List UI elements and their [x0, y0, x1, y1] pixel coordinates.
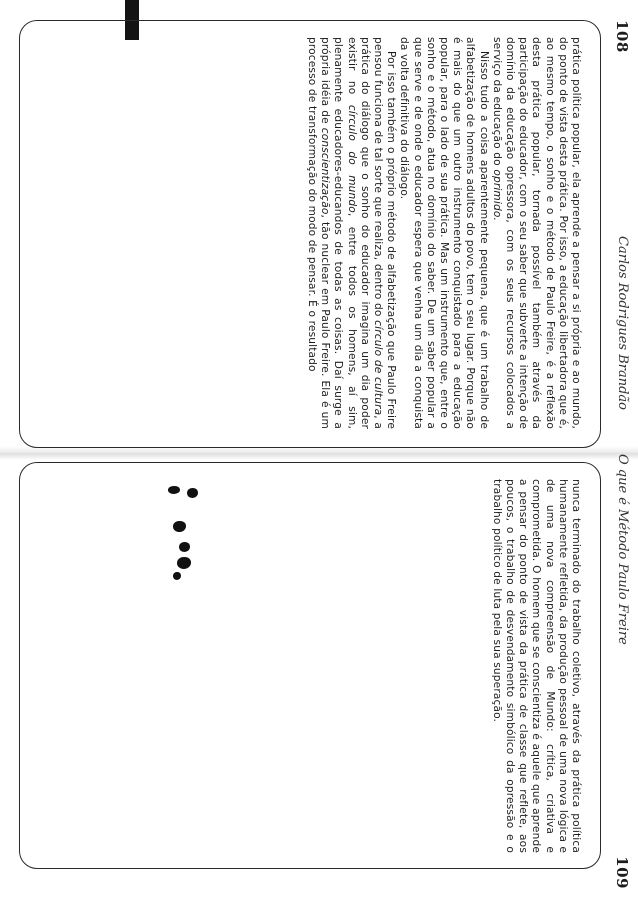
italic-text-run: oprimido. [490, 169, 503, 222]
right-running-head: O que é Método Paulo Freire [615, 454, 630, 645]
left-body-text [305, 37, 582, 429]
left-running-head: Carlos Rodrigues Brandão [615, 236, 630, 410]
text-run: , entre todos os homens, aí sim, plenamente educadores-educandos de todas as coisas. Daí surge a própria idéia de [319, 37, 358, 429]
italic-text-run: círculo do mundo [345, 104, 358, 213]
text-run: Por isso também o próprio método de alfabetização que Paulo Freire pensou funciona de tal sorte que realiza, dentro do [371, 37, 398, 429]
text-run: , tão nuclear em Paulo Freire. Ela é um processo de transformação do modo de pensar. É o resultado [305, 37, 332, 429]
body-paragraph [397, 37, 489, 429]
body-paragraph [490, 37, 582, 429]
text-run: prática política popular, ela aprende a pensar a si própria e ao mundo, do ponto de vista desta prática. Por isso, a educação libertadora que é, ao mesmo tempo, o sonho e o método de Paulo Freire, é a reflexão desta prática popular, tornada possível também através da participação do educador, com o seu saber que subverte a intenção de domínio da educação opressora, com os seus recursos colocados a serviço da educação do [490, 37, 582, 429]
body-paragraph [305, 37, 397, 429]
left-page-number: 108 [613, 20, 631, 53]
text-run: , a prática do diálogo que o sonho do educador imagina um dia poder existir no [345, 37, 384, 429]
text-run: Nisso tudo a coisa aparentemente pequena, que é um trabalho de alfabetização de homens adultos do povo, tem o seu lugar. Porque não é mais do que um outro instrumento conquistado para a educação popular, para o lado de sua prática. Mas um instrumento que, entre o sonho e o método, atua no domínio do saber. De um saber popular a que serve e de onde o educador espera que venha um dia a conquista da volta definitiva do diálogo. [398, 37, 490, 429]
right-page [0, 454, 638, 907]
italic-text-run: conscientização [319, 127, 332, 215]
left-text-frame [19, 20, 601, 448]
left-page [0, 0, 638, 453]
right-text-frame [19, 462, 601, 869]
body-paragraph [490, 479, 582, 853]
right-page-number: 109 [613, 856, 631, 889]
right-body-text [490, 479, 582, 853]
italic-text-run: círculo de cultura [371, 320, 384, 416]
text-run: nunca terminado do trabalho coletivo, através da prática política humanamente refletida, da produção pessoal de uma nova lógica e de uma nova compreensão de Mundo: crítica, criativa e comprometida. O homem que se conscientiza é aquele que aprende a pensar do ponto de vista da prática de classe que reflete, aos poucos, o trabalho de desvendamento simbólico da opressão e o trabalho político de luta pela sua superação. [490, 479, 582, 853]
